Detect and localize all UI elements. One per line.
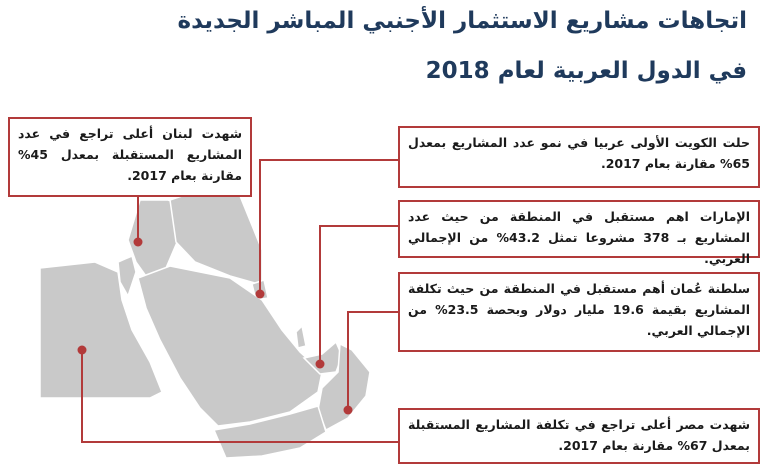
marker-egypt xyxy=(78,346,87,355)
marker-lebanon xyxy=(134,238,143,247)
callout-kuwait: حلت الكويت الأولى عربيا في نمو عدد المشاريع بمعدل 65% مقارنة بعام 2017. xyxy=(398,126,760,188)
infographic-title-line1: اتجاهات مشاريع الاستثمار الأجنبي المباشر الجديدة xyxy=(177,8,747,34)
infographic-title-line2: في الدول العربية لعام 2018 xyxy=(425,58,747,84)
callout-lebanon: شهدت لبنان أعلى تراجع في عدد المشاريع المستقبلة بمعدل 45% مقارنة بعام 2017. xyxy=(8,117,252,197)
marker-kuwait xyxy=(256,290,265,299)
callout-egypt: شهدت مصر أعلى تراجع في تكلفة المشاريع المستقبلة بمعدل 67% مقارنة بعام 2017. xyxy=(398,408,760,464)
map-region-saudi xyxy=(138,266,322,426)
marker-oman xyxy=(344,406,353,415)
leader-line-uae xyxy=(320,226,400,362)
map-region-qatar xyxy=(296,326,306,348)
callout-uae: الإمارات اهم مستقبل في المنطقة من حيث عدد المشاريع بـ 378 مشروعا تمثل 43.2% من الإجمالي العربي. xyxy=(398,200,760,258)
callout-oman: سلطنة عُمان أهم مستقبل في المنطقة من حيث تكلفة المشاريع بقيمة 19.6 مليار دولار وبحصة 23.5% من الإجمالي العربي. xyxy=(398,272,760,352)
marker-uae xyxy=(316,360,325,369)
